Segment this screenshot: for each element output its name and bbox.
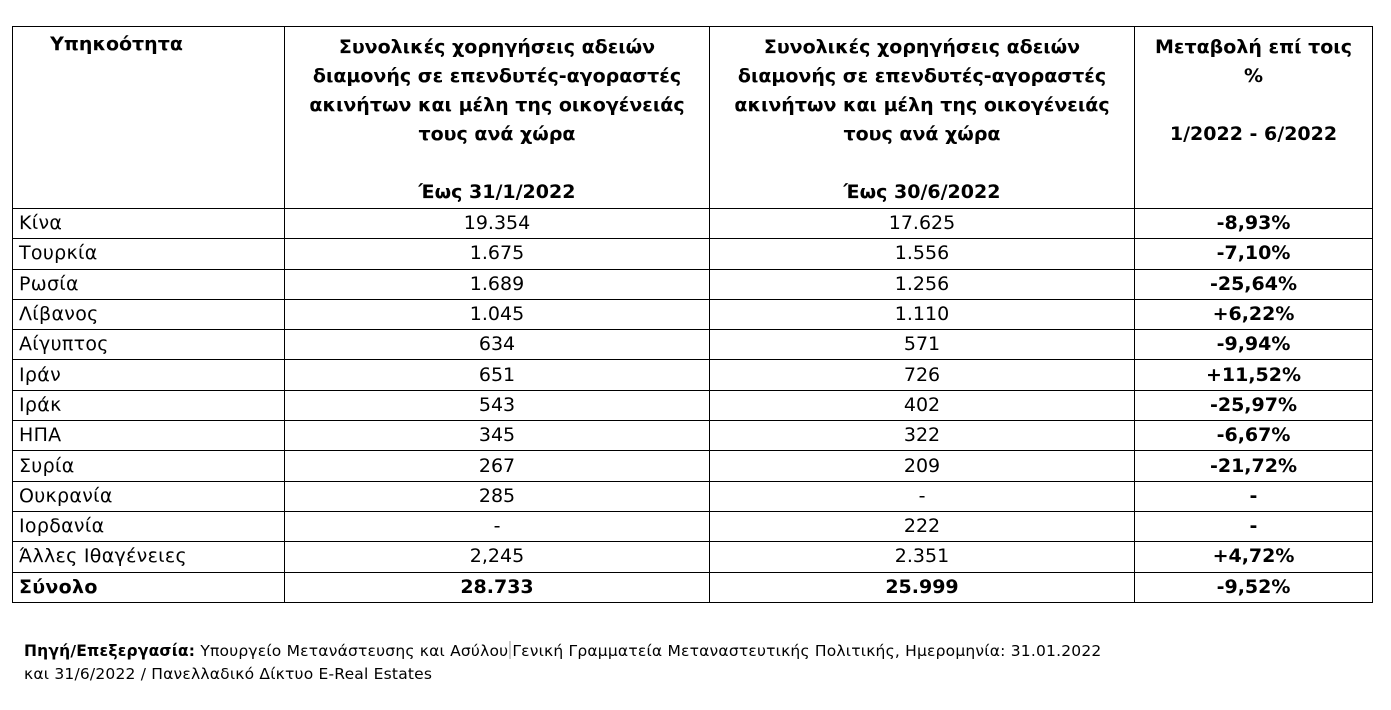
- cell-jan: 2,245: [285, 542, 710, 572]
- table-row: [13, 330, 1373, 360]
- cell-change: +11,52%: [1135, 360, 1373, 390]
- cell-jan: 267: [285, 451, 710, 481]
- cell-country: Ρωσία: [13, 269, 285, 299]
- table-row: [13, 360, 1373, 390]
- total-label: Σύνολο: [13, 572, 285, 602]
- table-row: [13, 299, 1373, 329]
- cell-country: Τουρκία: [13, 239, 285, 269]
- cell-jan: 543: [285, 390, 710, 420]
- table-row: [13, 239, 1373, 269]
- cell-country: ΗΠΑ: [13, 421, 285, 451]
- header-date-jan: Έως 31/1/2022: [418, 181, 576, 203]
- header-nationality: Υπηκοότητα: [13, 27, 285, 209]
- cell-jun: -: [710, 481, 1135, 511]
- table-row: [13, 269, 1373, 299]
- header-line: ακινήτων και μέλη της οικογένειάς: [309, 94, 685, 116]
- cell-jan: -: [285, 511, 710, 541]
- source-note: [24, 640, 1364, 686]
- header-line: Συνολικές χορηγήσεις αδειών: [338, 36, 656, 58]
- cell-country: Κίνα: [13, 209, 285, 239]
- cell-jun: 322: [710, 421, 1135, 451]
- header-line: διαμονής σε επενδυτές-αγοραστές: [312, 65, 682, 87]
- cell-change: -25,97%: [1135, 390, 1373, 420]
- cell-change: -9,94%: [1135, 330, 1373, 360]
- source-line-2: και 31/6/2022 / Πανελλαδικό Δίκτυο E-Real Estates: [24, 665, 433, 683]
- cell-jan: 1.675: [285, 239, 710, 269]
- header-line: Μεταβολή επί τοις: [1155, 36, 1352, 58]
- header-line: τους ανά χώρα: [843, 123, 1001, 145]
- cell-jan: 345: [285, 421, 710, 451]
- source-text-1: Υπουργείο Μετανάστευσης και Ασύλου: [195, 642, 509, 660]
- table-row: [13, 421, 1373, 451]
- header-date-jun: Έως 30/6/2022: [843, 181, 1001, 203]
- cell-jun: 1.110: [710, 299, 1135, 329]
- source-text-2: Γενική Γραμματεία Μεταναστευτικής Πολιτικής, Ημερομηνία: 31.01.2022: [512, 642, 1102, 660]
- source-label: Πηγή/Επεξεργασία:: [24, 642, 196, 660]
- cell-change: -: [1135, 481, 1373, 511]
- source-line-1: [24, 640, 1364, 663]
- cell-change: +6,22%: [1135, 299, 1373, 329]
- cell-jun: 726: [710, 360, 1135, 390]
- header-period: 1/2022 - 6/2022: [1169, 123, 1338, 145]
- cell-country: Ουκρανία: [13, 481, 285, 511]
- header-permits-jun: [710, 27, 1135, 209]
- table-row: [13, 209, 1373, 239]
- cell-jan: 1.045: [285, 299, 710, 329]
- cell-country: Ιράκ: [13, 390, 285, 420]
- cell-change: -21,72%: [1135, 451, 1373, 481]
- total-change: -9,52%: [1135, 572, 1373, 602]
- cell-change: -8,93%: [1135, 209, 1373, 239]
- table-row: [13, 451, 1373, 481]
- cell-country: Ιράν: [13, 360, 285, 390]
- source-separator: [509, 641, 511, 659]
- header-line: τους ανά χώρα: [418, 123, 576, 145]
- cell-country: Λίβανος: [13, 299, 285, 329]
- cell-jan: 651: [285, 360, 710, 390]
- header-line: %: [1243, 65, 1264, 87]
- cell-country: Συρία: [13, 451, 285, 481]
- header-line: ακινήτων και μέλη της οικογένειάς: [734, 94, 1110, 116]
- cell-change: -7,10%: [1135, 239, 1373, 269]
- table-row: [13, 511, 1373, 541]
- cell-jan: 285: [285, 481, 710, 511]
- cell-country: Αίγυπτος: [13, 330, 285, 360]
- cell-jan: 19.354: [285, 209, 710, 239]
- cell-jan: 634: [285, 330, 710, 360]
- cell-jun: 402: [710, 390, 1135, 420]
- total-jun: 25.999: [710, 572, 1135, 602]
- cell-jun: 17.625: [710, 209, 1135, 239]
- cell-country: Άλλες Ιθαγένειες: [13, 542, 285, 572]
- cell-jan: 1.689: [285, 269, 710, 299]
- cell-change: -25,64%: [1135, 269, 1373, 299]
- cell-change: -: [1135, 511, 1373, 541]
- header-line: διαμονής σε επενδυτές-αγοραστές: [737, 65, 1107, 87]
- cell-jun: 2.351: [710, 542, 1135, 572]
- cell-change: +4,72%: [1135, 542, 1373, 572]
- header-change: [1135, 27, 1373, 209]
- cell-jun: 1.256: [710, 269, 1135, 299]
- cell-jun: 571: [710, 330, 1135, 360]
- cell-jun: 209: [710, 451, 1135, 481]
- cell-jun: 1.556: [710, 239, 1135, 269]
- header-line: Συνολικές χορηγήσεις αδειών: [763, 36, 1081, 58]
- cell-country: Ιορδανία: [13, 511, 285, 541]
- cell-jun: 222: [710, 511, 1135, 541]
- total-jan: 28.733: [285, 572, 710, 602]
- total-row: [13, 572, 1373, 602]
- cell-change: -6,67%: [1135, 421, 1373, 451]
- table-row: [13, 390, 1373, 420]
- residence-permits-table: [12, 26, 1373, 603]
- table-row: [13, 542, 1373, 572]
- header-permits-jan: [285, 27, 710, 209]
- table-header-row: [13, 27, 1373, 209]
- table-row: [13, 481, 1373, 511]
